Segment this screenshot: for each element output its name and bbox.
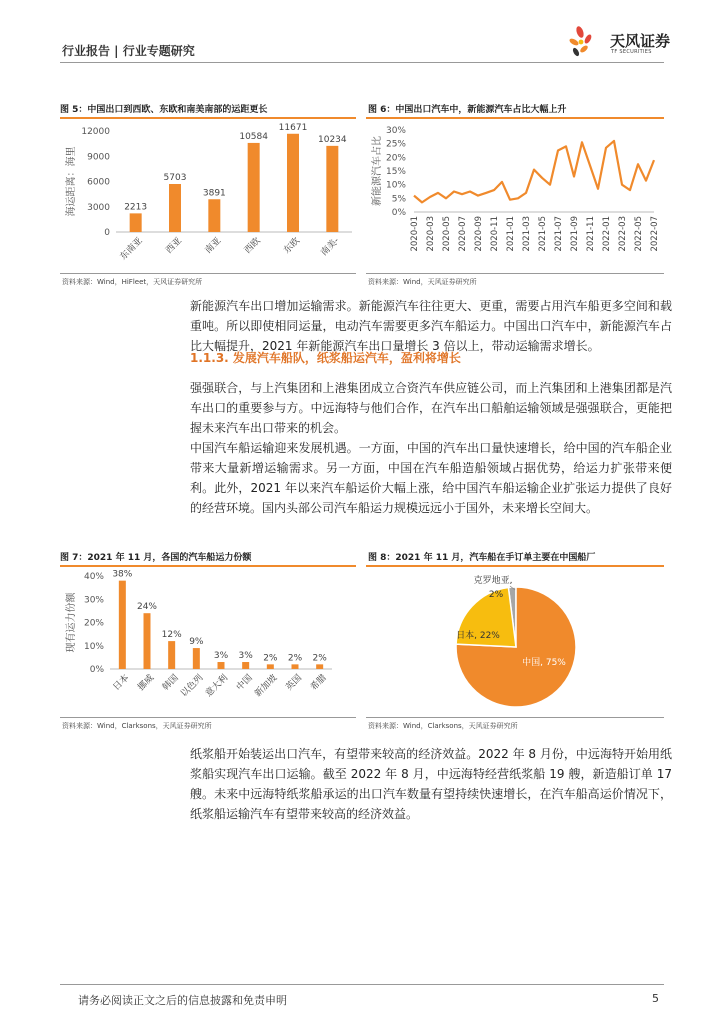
y-tick-label: 10%	[385, 180, 406, 191]
y-tick-label: 20%	[83, 618, 104, 629]
bar	[119, 581, 126, 669]
fig6-source-divider	[366, 273, 664, 274]
report-header-title: 行业报告 | 行业专题研究	[62, 44, 195, 58]
company-logo	[566, 22, 676, 62]
y-tick-label: 15%	[385, 167, 406, 177]
y-tick-label: 10%	[83, 641, 104, 652]
x-tick-label: 意大利	[203, 673, 231, 700]
x-tick-label: 韩国	[160, 673, 181, 693]
fig7-title-bar	[60, 565, 356, 567]
fig5-title-bar	[60, 117, 356, 119]
fig7-title: 图 7：2021 年 11 月，各国的汽车船运力份额	[60, 553, 252, 563]
bar	[267, 664, 274, 669]
fig8-source: 资料来源：Wind，Clarksons，天风证券研究所	[368, 722, 518, 730]
x-tick-label: 2021-11	[586, 216, 596, 252]
fig6-chart	[366, 120, 664, 272]
logo-flower-icon	[566, 22, 610, 62]
fig8-chart	[366, 568, 664, 716]
bar-value-label: 2%	[312, 653, 327, 664]
x-tick-label: 2020-09	[474, 216, 484, 252]
x-tick-label: 2021-07	[554, 216, 564, 252]
bar-value-label: 9%	[189, 637, 204, 648]
bar-value-label: 10234	[318, 134, 347, 145]
pie-label-croatia-pct: 2%	[488, 590, 504, 600]
fig6-title: 图 6：中国出口汽车中，新能源汽车占比大幅上升	[368, 105, 567, 115]
x-tick-label: 英国	[284, 673, 305, 693]
x-tick-label: 2020-11	[490, 216, 500, 252]
section-heading: 1.1.3. 发展汽车船队，纸浆船运汽车，盈利将增长	[190, 351, 461, 365]
bar	[208, 199, 220, 232]
fig5-chart	[60, 120, 356, 272]
bar	[316, 664, 323, 669]
paragraph-nev-export: 新能源汽车出口增加运输需求。新能源汽车往往更大、更重，需要占用汽车船更多空间和载重吨。所以即使相同运量，电动汽车需要更多汽车船运力。中国出口汽车中，新能源汽车占比大幅提升，2021 年新能源汽车出口量增长 3 倍以上，带动运输需求增长。	[190, 299, 672, 353]
bar	[242, 662, 249, 669]
logo-name-cn: 天风证券	[610, 32, 671, 50]
bar	[326, 146, 338, 232]
x-tick-label: 日本	[111, 673, 132, 693]
x-tick-label: 南美-	[319, 236, 342, 259]
bar	[218, 662, 225, 669]
pie-label-croatia: 克罗地亚,	[473, 576, 513, 586]
pie-label-china: 中国, 75%	[522, 658, 566, 668]
x-tick-label: 西亚	[164, 236, 185, 256]
bar-value-label: 24%	[136, 602, 158, 613]
fig8-title-bar	[366, 565, 664, 567]
logo-name-en: TF SECURITIES	[611, 49, 652, 55]
x-tick-label: 中国	[234, 673, 255, 693]
bar-value-label: 2%	[287, 653, 303, 664]
y-tick-label: 30%	[385, 126, 406, 136]
bar	[169, 184, 181, 232]
y-tick-label: 12000	[81, 127, 110, 137]
x-tick-label: 2022-03	[618, 216, 628, 252]
x-tick-label: 2020-05	[442, 216, 452, 252]
y-tick-label: 30%	[83, 595, 104, 606]
x-tick-label: 2021-09	[570, 216, 580, 252]
x-tick-label: 2022-05	[634, 216, 644, 252]
page-number: 5	[652, 992, 659, 1005]
y-tick-label: 6000	[87, 177, 110, 188]
bar-value-label: 11671	[278, 122, 308, 133]
bar-value-label: 2%	[263, 653, 278, 664]
fig7-source: 资料来源：Wind，Clarksons，天风证券研究所	[62, 722, 212, 730]
fig8-source-divider	[366, 717, 664, 718]
x-tick-label: 西欧	[242, 236, 263, 256]
pie-label-japan: 日本, 22%	[456, 631, 500, 641]
bar	[168, 641, 175, 669]
header-divider	[60, 62, 664, 63]
y-axis-label: 现有运力份额	[66, 592, 77, 653]
footer-disclaimer: 请务必阅读正文之后的信息披露和免责申明	[78, 994, 287, 1007]
fig6-source: 资料来源：Wind，天风证券研究所	[368, 278, 477, 286]
x-tick-label: 东欧	[282, 236, 303, 256]
fig5-title: 图 5：中国出口到西欧、东欧和南美南部的运距更长	[60, 105, 268, 115]
bar-value-label: 5703	[163, 172, 187, 183]
y-tick-label: 5%	[391, 194, 406, 205]
x-tick-label: 2020-03	[426, 216, 436, 252]
x-tick-label: 南亚	[203, 236, 224, 256]
bar-value-label: 3%	[213, 651, 229, 662]
x-tick-label: 2021-03	[522, 216, 532, 252]
y-tick-label: 40%	[83, 572, 104, 582]
x-tick-label: 挪威	[136, 673, 157, 693]
paragraph-pulp-ship: 纸浆船开始装运出口汽车，有望带来较高的经济效益。2022 年 8 月份，中远海特开始用纸浆船实现汽车出口运输。截至 2022 年 8 月，中远海特经营纸浆船 19 艘，新造船订单 17 艘。未来中远海特纸浆船承运的出口汽车数量有望持续快速增长，在汽车船高运价情况下，纸浆船运输汽车有望带来较高的经济效益。	[190, 747, 672, 821]
x-tick-label: 新加坡	[253, 673, 280, 700]
bar-value-label: 38%	[112, 569, 133, 580]
y-tick-label: 3000	[87, 202, 110, 213]
fig5-source: 资料来源：Wind，HiFleet，天风证券研究所	[62, 278, 203, 286]
fig8-title: 图 8：2021 年 11 月，汽车船在手订单主要在中国船厂	[368, 553, 596, 563]
bar-value-label: 12%	[161, 630, 182, 641]
fig5-source-divider	[60, 273, 356, 274]
y-tick-label: 0%	[89, 665, 104, 675]
x-tick-label: 希腊	[308, 673, 329, 693]
x-tick-label: 2020-01	[410, 216, 420, 252]
series-line	[414, 141, 654, 203]
y-tick-label: 0	[104, 228, 110, 238]
paragraph-joint-venture: 强强联合，与上汽集团和上港集团成立合资汽车供应链公司，而上汽集团和上港集团都是汽车出口的重要参与方。中远海特与他们合作，在汽车出口船舶运输领域是强强联合，更能把握未来汽车出口带来的机会。	[190, 381, 672, 435]
x-tick-label: 2021-01	[506, 216, 516, 252]
footer-divider	[60, 984, 664, 985]
x-tick-label: 2022-01	[602, 216, 612, 252]
bar-value-label: 10584	[239, 131, 268, 142]
bar	[287, 134, 299, 232]
paragraph-opportunity: 中国汽车船运输迎来发展机遇。一方面，中国的汽车出口量快速增长，给中国的汽车船企业带来大量新增运输需求。另一方面，中国在汽车船造船领域占据优势，给运力扩张带来便利。此外，2021 年以来汽车船运价大幅上涨，给中国汽车船运输企业扩张运力提供了良好的经营环境。国内头部公司汽车船运力规模远远小于国外，未来增长空间大。	[190, 441, 672, 515]
fig7-source-divider	[60, 717, 356, 718]
y-tick-label: 0%	[391, 208, 406, 218]
y-tick-label: 20%	[385, 153, 406, 164]
bar	[292, 664, 299, 669]
y-axis-label: 新能源汽车占比	[372, 136, 383, 206]
y-tick-label: 9000	[87, 152, 110, 163]
y-axis-label: 海运距离：海里	[66, 146, 77, 217]
x-tick-label: 2022-07	[650, 216, 660, 252]
bar-value-label: 3891	[202, 188, 226, 199]
x-tick-label: 东南亚	[118, 236, 145, 263]
bar	[130, 213, 142, 232]
bar	[193, 648, 200, 669]
bar-value-label: 3%	[238, 651, 253, 662]
bar-value-label: 2213	[124, 202, 148, 213]
bar	[248, 143, 260, 232]
x-tick-label: 2021-05	[538, 216, 548, 252]
y-tick-label: 25%	[385, 139, 406, 150]
fig7-chart	[60, 568, 356, 716]
x-tick-label: 2020-07	[458, 216, 468, 252]
fig6-title-bar	[366, 117, 664, 119]
x-tick-label: 以色列	[179, 673, 206, 700]
bar	[144, 613, 151, 669]
